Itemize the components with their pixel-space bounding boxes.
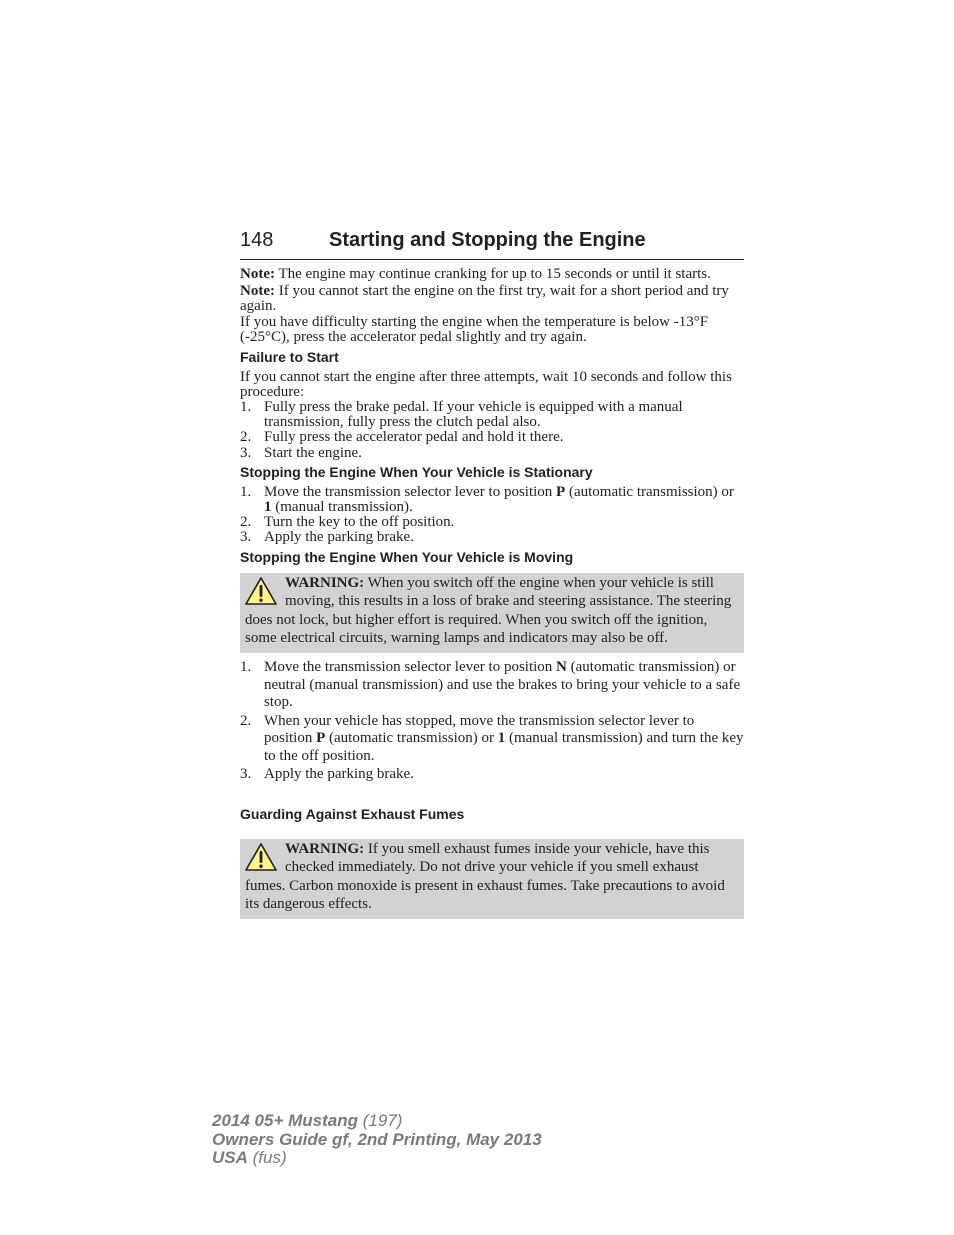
step-text: Turn the key to the off position. bbox=[264, 514, 455, 531]
footer bbox=[212, 1112, 542, 1168]
step-number: 3. bbox=[240, 444, 252, 461]
step-number: 3. bbox=[240, 766, 252, 783]
step-number: 2. bbox=[240, 712, 252, 729]
step-text: Apply the parking brake. bbox=[264, 529, 414, 546]
step-text: Start the engine. bbox=[264, 444, 362, 461]
cold-start-paragraph: If you have difficulty starting the engine when the temperature is below -13°F (-25°C), press the accelerator pedal slightly and try again. bbox=[240, 314, 709, 346]
list-item bbox=[240, 659, 744, 712]
footer-code: (fus) bbox=[247, 1148, 287, 1167]
note-text: The engine may continue cranking for up to 15 seconds or until it starts. bbox=[274, 266, 711, 282]
footer-model: 2014 05+ Mustang bbox=[212, 1111, 358, 1130]
step-text: Fully press the accelerator pedal and hold it there. bbox=[264, 429, 564, 446]
note-paragraph bbox=[240, 284, 744, 314]
warning-label: WARNING: bbox=[285, 574, 365, 591]
note-label: Note: bbox=[240, 282, 275, 299]
warning-label: WARNING: bbox=[285, 840, 365, 857]
step-text: Move the transmission selector lever to position bbox=[264, 659, 557, 676]
step-number: 1. bbox=[240, 399, 252, 416]
step-text: (automatic transmission) or bbox=[325, 730, 498, 747]
list-item bbox=[240, 713, 744, 766]
stationary-steps bbox=[240, 485, 744, 546]
step-number: 2. bbox=[240, 429, 252, 446]
step-text: Fully press the brake pedal. If your vehicle is equipped with a manual transmission, fully press the clutch pedal also. bbox=[264, 399, 683, 431]
note-paragraph bbox=[240, 267, 744, 282]
warning-box bbox=[240, 839, 744, 919]
warning-text: If you smell exhaust fumes inside your vehicle, have this checked immediately. Do not drive your vehicle if you smell exhaust fumes. Carbon monoxide is present in exhaust fumes. Take precautions to avoid its dangerous effects. bbox=[245, 840, 725, 913]
page-body bbox=[240, 267, 744, 925]
page-header bbox=[240, 228, 744, 260]
step-number: 1. bbox=[240, 483, 252, 500]
step-text: (automatic transmission) or bbox=[565, 483, 734, 500]
list-item bbox=[240, 766, 744, 784]
step-number: 1. bbox=[240, 659, 252, 676]
step-text: When your vehicle has stopped, move the transmission selector lever to position bbox=[264, 712, 695, 747]
section-heading: Failure to Start bbox=[240, 348, 339, 365]
list-item bbox=[240, 400, 744, 430]
gear-position: P bbox=[316, 730, 326, 747]
step-number: 3. bbox=[240, 529, 252, 546]
footer-line bbox=[212, 1112, 542, 1131]
gear-position: 1 bbox=[264, 499, 272, 516]
warning-text: When you switch off the engine when your vehicle is still moving, this results in a loss of brake and steering assistance. The steering does not lock, but higher effort is required. When you switch off the ignition, some electrical circuits, warning lamps and indicators may also be off. bbox=[245, 574, 732, 647]
note-text: If you cannot start the engine on the first try, wait for a short period and try again. bbox=[240, 282, 729, 314]
section-heading: Stopping the Engine When Your Vehicle is Moving bbox=[240, 548, 574, 565]
list-item bbox=[240, 430, 744, 445]
section-heading: Guarding Against Exhaust Fumes bbox=[240, 805, 465, 822]
step-text: Move the transmission selector lever to position bbox=[264, 483, 557, 500]
list-item bbox=[240, 530, 744, 545]
note-label: Note: bbox=[240, 266, 275, 282]
footer-code: (197) bbox=[358, 1111, 403, 1130]
step-text: (manual transmission) and turn the key to the off position. bbox=[264, 730, 744, 764]
page-title: Starting and Stopping the Engine bbox=[329, 229, 646, 251]
footer-line bbox=[212, 1149, 542, 1168]
warning-triangle-icon bbox=[244, 842, 278, 872]
step-text: Apply the parking brake. bbox=[264, 766, 414, 783]
warning-triangle-icon bbox=[244, 576, 278, 606]
step-number: 2. bbox=[240, 514, 252, 531]
gear-position: N bbox=[556, 659, 567, 676]
list-item bbox=[240, 515, 744, 530]
page-number: 148 bbox=[240, 229, 274, 251]
failure-intro: If you cannot start the engine after three attempts, wait 10 seconds and follow this procedure: bbox=[240, 368, 732, 400]
moving-steps bbox=[240, 659, 744, 784]
list-item bbox=[240, 485, 744, 515]
failure-steps bbox=[240, 400, 744, 461]
list-item bbox=[240, 446, 744, 461]
section-heading: Stopping the Engine When Your Vehicle is Stationary bbox=[240, 463, 593, 480]
step-text: (automatic transmission) or neutral (manual transmission) and use the brakes to bring your vehicle to a safe stop. bbox=[264, 659, 741, 711]
step-text: (manual transmission). bbox=[271, 499, 413, 516]
gear-position: P bbox=[556, 483, 566, 500]
footer-market: USA bbox=[212, 1148, 248, 1167]
gear-position: 1 bbox=[497, 730, 506, 747]
warning-box bbox=[240, 573, 744, 653]
footer-line: Owners Guide gf, 2nd Printing, May 2013 bbox=[212, 1129, 542, 1149]
